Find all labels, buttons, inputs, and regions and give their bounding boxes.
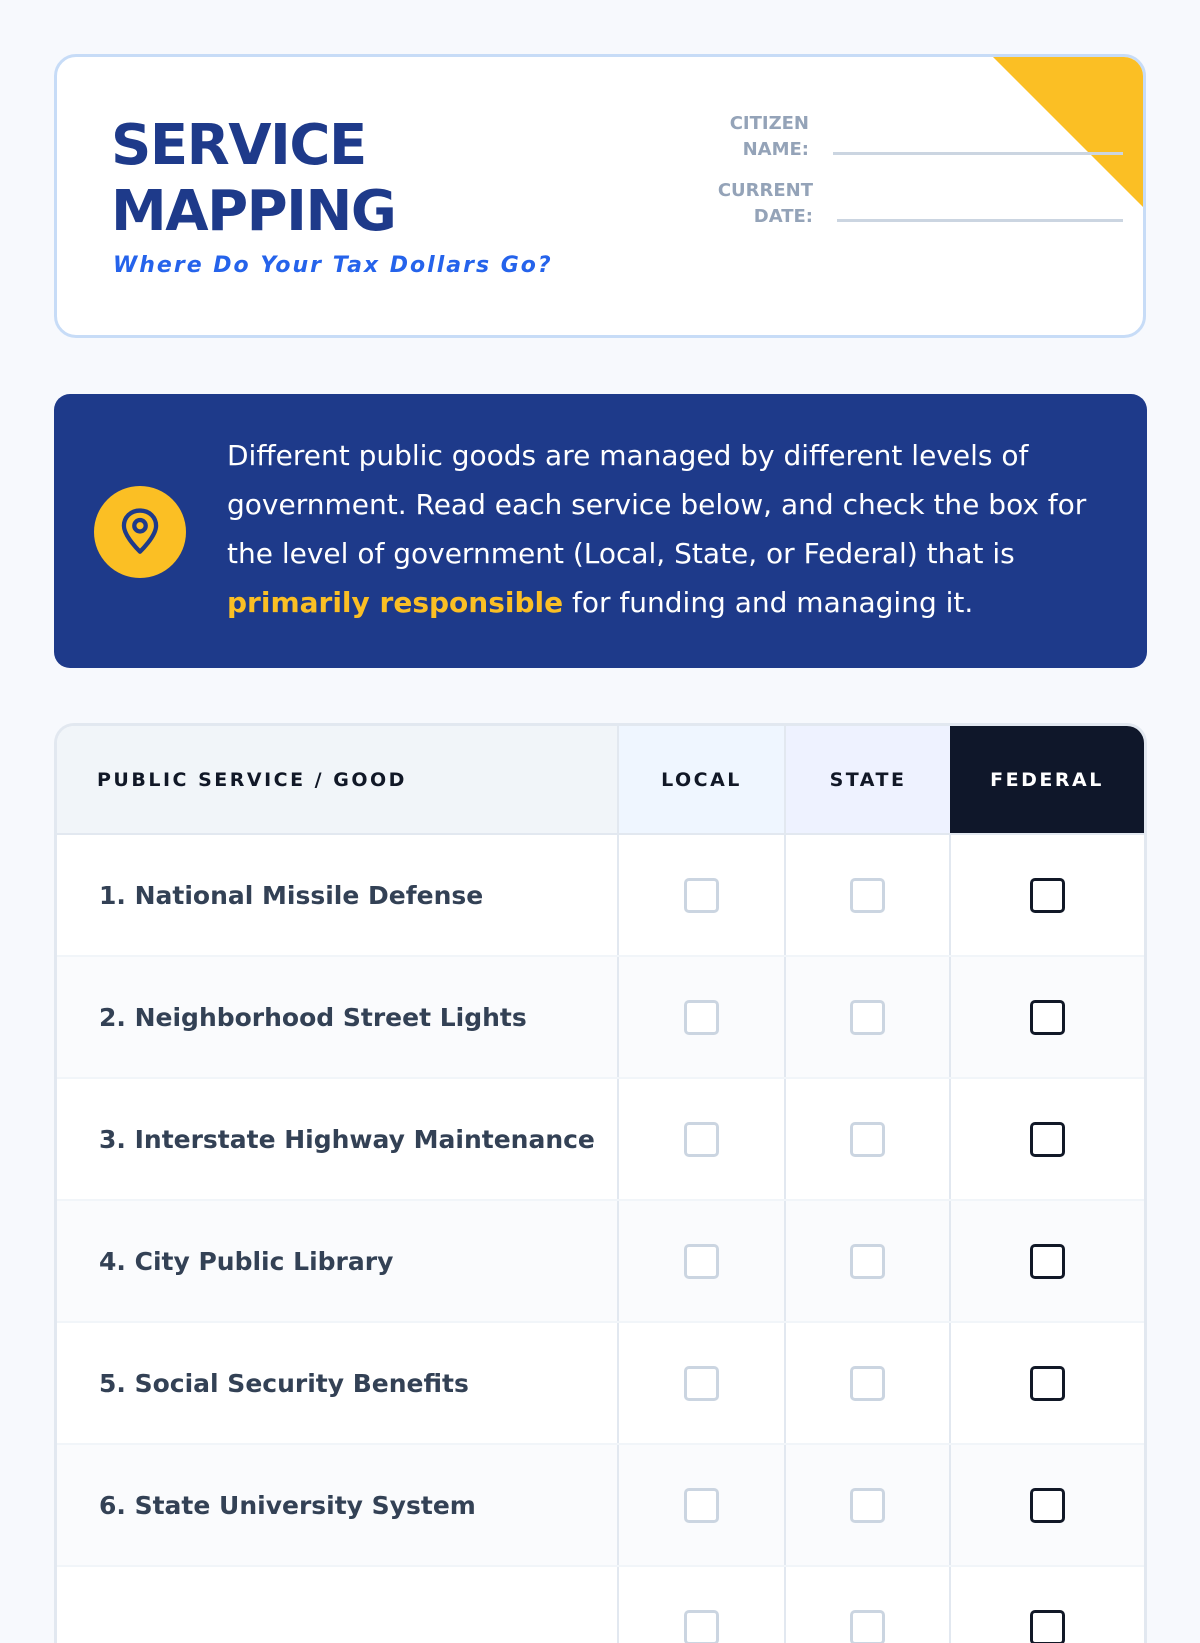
service-table-card [54,723,1147,1643]
service-name: 3. Interstate Highway Maintenance [57,1078,618,1200]
state-checkbox[interactable] [850,1000,885,1035]
state-checkbox[interactable] [850,878,885,913]
service-name: 2. Neighborhood Street Lights [57,956,618,1078]
federal-checkbox[interactable] [1030,1122,1065,1157]
service-name: 6. State University System [57,1444,618,1566]
state-checkbox[interactable] [850,1122,885,1157]
table-row [57,1322,1144,1444]
table-row [57,1444,1144,1566]
federal-checkbox[interactable] [1030,1244,1065,1279]
local-checkbox[interactable] [684,1610,719,1643]
page-subtitle: Where Do Your Tax Dollars Go? [113,253,553,278]
federal-checkbox[interactable] [1030,878,1065,913]
local-checkbox[interactable] [684,1122,719,1157]
federal-checkbox[interactable] [1030,1610,1065,1643]
table-row [57,1566,1144,1643]
citizen-name-field[interactable] [677,111,1123,163]
state-checkbox[interactable] [850,1366,885,1401]
federal-checkbox[interactable] [1030,1366,1065,1401]
table-row [57,956,1144,1078]
federal-checkbox[interactable] [1030,1488,1065,1523]
page-title: SERVICE MAPPING [111,113,591,245]
table-header-row [57,726,1144,834]
local-checkbox[interactable] [684,1488,719,1523]
current-date-field[interactable] [677,178,1123,230]
column-header-local: LOCAL [618,726,785,834]
state-checkbox[interactable] [850,1488,885,1523]
local-checkbox[interactable] [684,1366,719,1401]
state-checkbox[interactable] [850,1244,885,1279]
column-header-state: STATE [785,726,950,834]
service-name: 4. City Public Library [57,1200,618,1322]
table-body [57,834,1144,1643]
instructions-highlight: primarily responsible [227,586,563,619]
current-date-label: CURRENT DATE: [677,178,837,230]
service-table [57,726,1144,1643]
local-checkbox[interactable] [684,1000,719,1035]
service-name: 5. Social Security Benefits [57,1322,618,1444]
service-name [57,1566,618,1643]
column-header-service: PUBLIC SERVICE / GOOD [57,726,618,834]
instructions-text [227,431,1107,627]
table-row [57,834,1144,956]
service-name: 1. National Missile Defense [57,834,618,956]
table-row [57,1078,1144,1200]
local-checkbox[interactable] [684,878,719,913]
citizen-name-line[interactable] [833,152,1123,155]
citizen-name-label: CITIZEN NAME: [677,111,833,163]
instructions-banner [54,394,1147,668]
local-checkbox[interactable] [684,1244,719,1279]
state-checkbox[interactable] [850,1610,885,1643]
worksheet-header [54,54,1146,338]
instructions-text-start: Different public goods are managed by different levels of government. Read each service below, and check the box for the level of government (Local, State, or Federal) that is [227,439,1086,570]
current-date-line[interactable] [837,219,1123,222]
map-pin-icon [94,486,186,578]
instructions-text-end: for funding and managing it. [563,586,973,619]
column-header-federal: FEDERAL [950,726,1144,834]
federal-checkbox[interactable] [1030,1000,1065,1035]
table-row [57,1200,1144,1322]
